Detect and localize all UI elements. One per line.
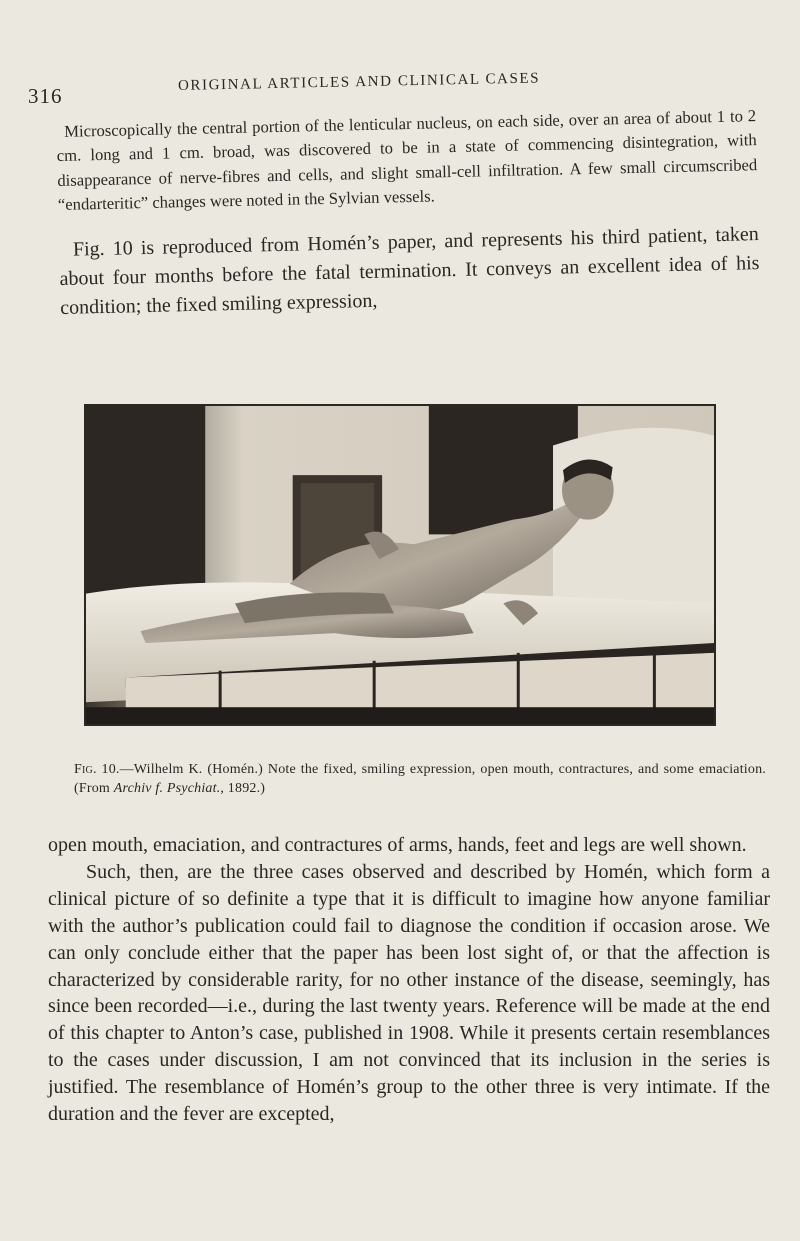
- figure-caption-label: Fig. 10.: [74, 762, 120, 777]
- running-head: ORIGINAL ARTICLES AND CLINICAL CASES: [177, 70, 541, 94]
- top-text-block: [56, 104, 760, 322]
- figure-caption-end: , 1892.): [220, 781, 266, 796]
- patient-photo-illustration: [86, 406, 714, 724]
- paragraph-homen-cases: Such, then, are the three cases observed and described by Homén, which form a clinical picture of so definite a type that it is difficult to imagine how anyone familiar with the author’s publication could fail to diagnose the condition if occasion arose. We can only conclude either that the paper has been lost sight of, or that the affection is characterized by considerable rarity, for no other instance of the disease, seemingly, has since been recorded—i.e., during the last twenty years. Reference will be made at the end of this chapter to Anton’s case, published in 1908. While it presents certain resemblances to the cases under discussion, I am not convinced that its inclusion in the series is justified. The resemblance of Homén’s group to the other three is very intimate. If the duration and the fever are excepted,: [48, 860, 770, 1126]
- page-number: 316: [28, 84, 63, 108]
- figure-caption-text: —Wilhelm K. (Homén.) Note the fixed, smiling expression, open mouth, contractures, and some emaciation. (From: [74, 762, 766, 796]
- figure-photograph: [84, 404, 716, 726]
- paragraph-microscopy: Microscopically the central portion of the lenticular nucleus, on each side, over an area of about 1 to 2 cm. long and 1 cm. broad, was discovered to be in a state of commencing disintegration, with disappearance of nerve-fibres and cells, and slight small-cell infiltration. A few small circumscribed “endarteritic” changes were noted in the Sylvian vessels.: [56, 106, 758, 215]
- paragraph-figure-intro: Fig. 10 is reproduced from Homén’s paper, and represents his third patient, taken about four months before the fatal termination. It conveys an excellent idea of his condition; the fixed smiling expression,: [59, 222, 760, 319]
- figure-caption-source: Archiv f. Psychiat.: [113, 781, 221, 796]
- figure-caption: [74, 760, 766, 798]
- paragraph-continuation: open mouth, emaciation, and contractures of arms, hands, feet and legs are well shown.: [48, 834, 747, 856]
- body-text-block: [48, 832, 770, 1128]
- page-header: [28, 70, 768, 108]
